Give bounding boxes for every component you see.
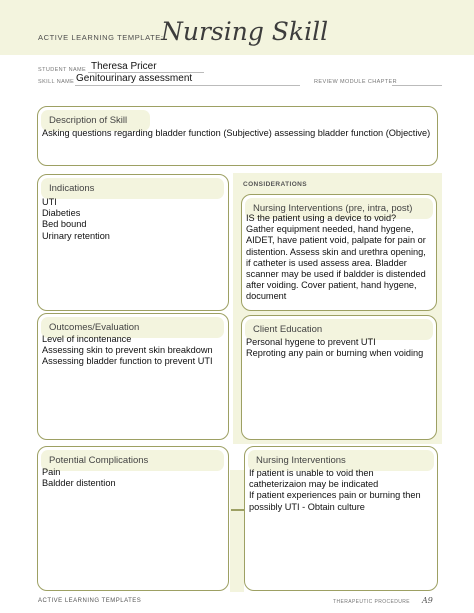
client-education-box (241, 315, 437, 440)
nursing-interventions-ppp-text[interactable]: IS the patient using a device to void? Gather equipment needed, hand hygene, AIDET, have patient void, palpate for pain or distention. Assess skin and urethra opening, if catheter is used assess area. Bladder scanner may be used if baldder is distended after voiding. Cover patient, hand hygene, document (246, 213, 426, 302)
review-module-underline (392, 85, 442, 86)
complications-box (37, 446, 229, 591)
nursing-interventions-ppp-box (241, 194, 437, 311)
nursing-interventions-box (244, 446, 438, 591)
description-label: Description of Skill (41, 110, 150, 131)
indications-label: Indications (41, 178, 224, 199)
skill-name-field[interactable]: Genitourinary assessment (76, 73, 193, 84)
nursing-interventions-text[interactable]: If patient is unable to void then catheterizaion may be indicated If patient experiences pain or burning then possibly UTI - Obtain culture (249, 468, 421, 512)
indications-text[interactable]: UTI Diabeties Bed bound Urinary retention (42, 197, 110, 241)
skill-name-label: SKILL NAME (38, 79, 75, 85)
footer-page-number: A9 (422, 596, 433, 605)
outcomes-text[interactable]: Level of incontenance Assessing skin to prevent skin breakdown Assessing bladder function to prevent UTI (42, 334, 213, 367)
client-education-text[interactable]: Personal hygene to prevent UTI Reproting any pain or burning when voiding (246, 337, 424, 359)
client-education-label: Client Education (245, 319, 433, 340)
description-text[interactable]: Asking questions regarding bladder function (Subjective) assessing bladder function (Objective) (42, 128, 431, 138)
template-label: ACTIVE LEARNING TEMPLATE: (38, 33, 164, 42)
complications-text[interactable]: Pain Baldder distention (42, 467, 116, 489)
outcomes-label: Outcomes/Evaluation (41, 317, 224, 338)
nursing-interventions-label: Nursing Interventions (248, 450, 434, 471)
nursing-interventions-ppp-label: Nursing Interventions (pre, intra, post) (245, 198, 433, 219)
description-box (37, 106, 438, 166)
template-header (0, 0, 474, 55)
connector-background (230, 470, 244, 592)
footer-templates-label: ACTIVE LEARNING TEMPLATES (38, 598, 142, 604)
skill-name-underline (75, 85, 300, 86)
outcomes-box (37, 313, 229, 440)
indications-box (37, 174, 229, 311)
review-module-label: REVIEW MODULE CHAPTER (314, 79, 397, 85)
page-title: Nursing Skill (161, 17, 329, 46)
student-name-label: STUDENT NAME (38, 67, 87, 73)
connector-line (231, 509, 244, 511)
considerations-label: CONSIDERATIONS (243, 181, 307, 188)
footer-procedure-label: THERAPEUTIC PROCEDURE (333, 599, 411, 605)
complications-label: Potential Complications (41, 450, 224, 471)
student-name-field[interactable]: Theresa Pricer (91, 61, 157, 72)
